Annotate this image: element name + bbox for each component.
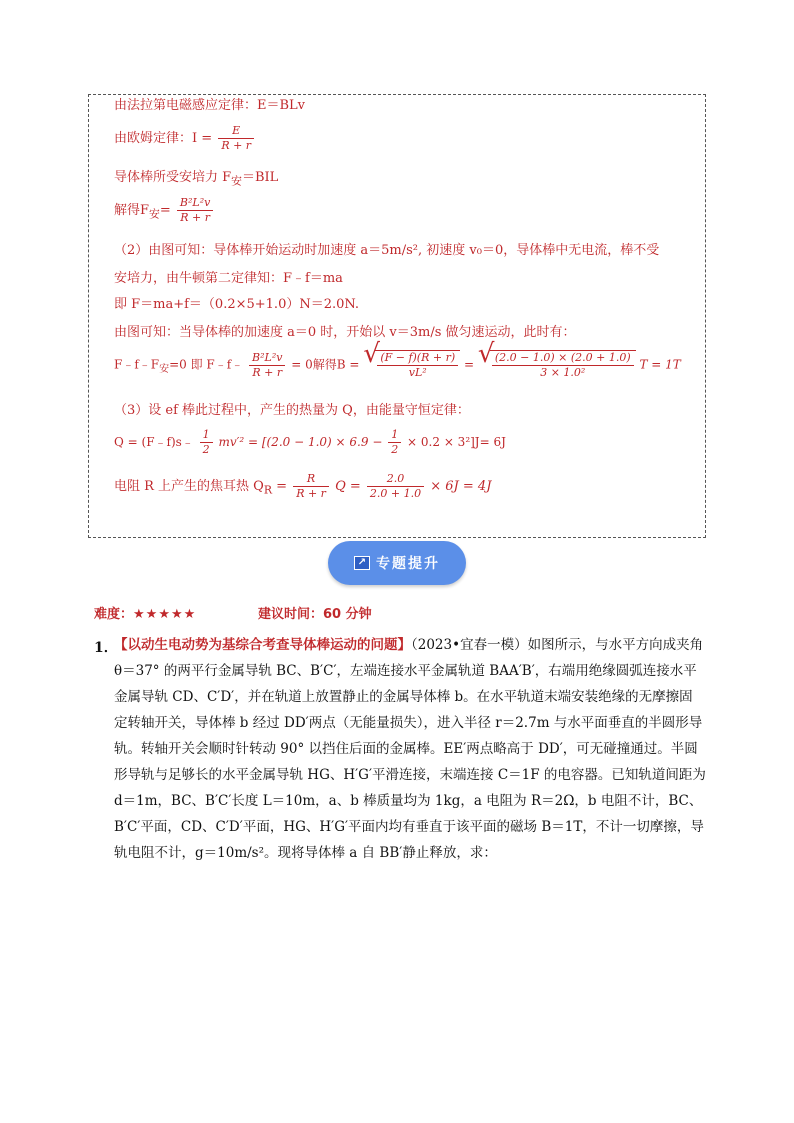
frac-den: R + r [252,365,283,379]
eq-part-a: F﹣f﹣F [114,357,160,372]
question-text [114,632,706,866]
frac-den: 2 [391,443,399,456]
frac-den: 3 × 1.0² [540,366,586,379]
frac-num: 1 [388,428,401,443]
frac-den: R + r [221,139,252,152]
question-number: 1． [94,640,118,656]
frac-num: √ (F − f)(R + r) [377,351,458,366]
joule-result: × 6J = 4J [430,479,492,494]
sqrt-1 [363,350,460,380]
sqrt-2-fraction [492,351,634,380]
solve-eq: = [159,203,171,218]
eq-part-b: =0 即 F﹣f﹣ [169,357,244,372]
sqrt-1-fraction [377,351,458,380]
solution-line-6: 安培力，由牛顿第二定律知：F﹣f＝ma [114,271,343,286]
eq-fraction [249,351,285,380]
ampere-sub: 安 [231,174,242,188]
joule-part-c: Q = [335,479,361,494]
solution-line-2 [114,124,256,153]
ohm-fraction [218,124,254,153]
solution-line-1: 由法拉第电磁感应定律：E＝BLv [114,98,306,113]
ohm-law-prefix: 由欧姆定律：I = [114,131,213,146]
difficulty-label: 难度： [94,607,134,622]
joule-fraction [293,472,329,501]
solution-line-8: 由图可知：当导体棒的加速度 a＝0 时，开始以 v＝3m/s 做匀速运动，此时有： [114,325,576,340]
solution-line-3 [114,170,278,190]
frac-num: B²L²v [177,196,213,211]
energy-part-b: mv′² = [(2.0 − 1.0) × 6.9 − [218,435,383,449]
force-fraction [177,196,213,225]
frac-den: vL² [408,366,427,379]
solution-line-12 [114,472,491,501]
question-body: （2023•宜春一模）如图所示，与水平方向成夹角 θ＝37° 的两平行金属导轨 BC、B′C′，左端连接水平金属轨道 BAA′B′，右端用绝缘圆弧连接水平金属导轨 CD、C′D′，并在轨道上放置静止的金属导体棒 b。在水平轨道末端安装绝缘的无摩擦固定转轴开关，导体棒 b 经过 DD′两点（无能量损失），进入半径 r＝2.7m 与水平面垂直的半圆形导轨。转轴开关会顺时针转动 90° 以挡住后面的金属棒。EE′两点略高于 DD′，可无碰撞通过。半圆形导轨与足够长的水平金属导轨 HG、H′G′平滑连接，末端连接 C＝1F 的电容器。已知轨道间距为 d＝1m，BC、B′C′长度 L＝10m，a、b 棒质量均为 1kg，a 电阻为 R＝2Ω，b 电阻不计，BC、B′C′平面，CD、C′D′平面，HG、H′G′平面内均有垂直于该平面的磁场 B＝1T，不计一切摩擦，导轨电阻不计，g＝10m/s²。现将导体棒 a 自 BB′静止释放，求： [114,637,706,861]
solution-line-5: （2）由图可知：导体棒开始运动时加速度 a＝5m/s², 初速度 v₀＝0，导体棒中无电流，棒不受 [114,243,660,258]
joule-eq: = [276,479,288,494]
question-tag: 【以动生电动势为基综合考查导体棒运动的问题】 [114,637,411,653]
chart-icon: ↗ [354,556,370,570]
eq-equals: = [463,357,475,372]
energy-part-c: × 0.2 × 3²]J= 6J [407,435,506,449]
frac-num: B²L²v [249,351,285,366]
frac-num: 2.0 [367,472,424,487]
suggested-time: 建议时间：60 分钟 [258,607,372,622]
frac-den: R + r [180,211,210,224]
solution-line-10: （3）设 ef 棒此过程中，产生的热量为 Q，由能量守恒定律： [114,403,470,418]
star-rating: ★★★★★ [133,607,197,622]
sqrt-2 [478,350,636,380]
frac-den: 2 [202,443,210,456]
joule-sub: R [263,483,272,497]
ampere-tail: ＝BIL [241,170,279,185]
solve-sub: 安 [149,207,160,221]
eq-sub: 安 [159,363,170,375]
half-fraction [200,428,213,457]
joule-fraction-2 [367,472,424,501]
frac-num: R [293,472,329,487]
eq-part-c: = 0解得B = [291,357,360,372]
eq-result: T = 1T [639,357,681,372]
frac-num: E [218,124,254,139]
solution-line-11 [114,428,506,457]
frac-den: 2.0 + 1.0 [369,487,422,500]
frac-num: √ (2.0 − 1.0) × (2.0 + 1.0) [492,351,634,366]
solution-line-7: 即 F＝ma+f＝（0.2×5+1.0）N＝2.0N. [114,297,360,312]
joule-part-a: 电阻 R 上产生的焦耳热 Q [114,479,264,494]
topic-banner [328,541,466,585]
solve-prefix: 解得F [114,203,150,218]
frac-den: R + r [296,487,326,500]
solution-line-9 [114,350,681,380]
energy-part-a: Q = (F﹣f)s﹣ [114,435,194,449]
solution-line-4 [114,196,215,225]
difficulty [94,603,196,622]
banner-label: 专题提升 [376,556,440,572]
frac-num: 1 [200,428,213,443]
half-fraction-2 [388,428,401,457]
ampere-force-text: 导体棒所受安培力 F [114,170,232,185]
